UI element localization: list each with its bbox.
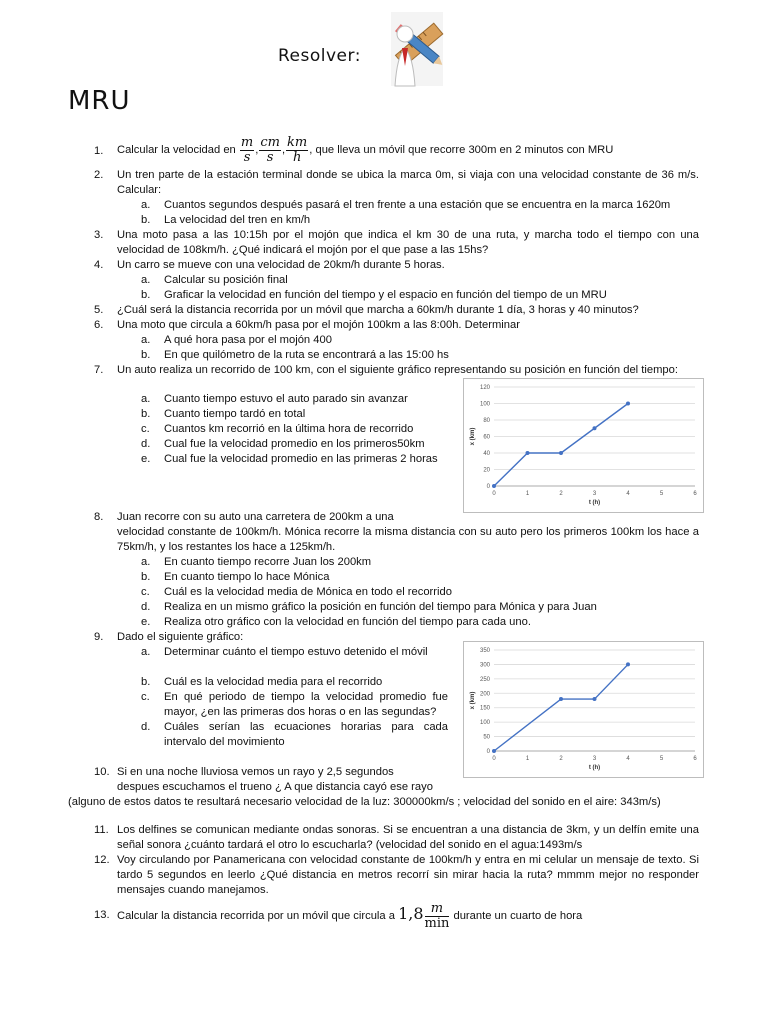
item-letter: b. xyxy=(141,349,151,361)
x-axis-label: t (h) xyxy=(588,765,601,771)
item-letter: a. xyxy=(141,393,151,405)
x-tick-label: 6 xyxy=(693,756,697,762)
question-number: 5. xyxy=(94,304,104,316)
question-10-line-1: Si en una noche lluviosa vemos un rayo y 2,5 segundos xyxy=(117,766,394,778)
question-10-note: (alguno de estos datos te resultará necesario velocidad de la luz: 300000km/s ; velocidad del sonido en el aire: 343m/s) xyxy=(68,796,661,808)
item-letter: d. xyxy=(141,721,151,733)
q8-item-d: Realiza en un mismo gráfico la posición en función del tiempo para Mónica y para Juan xyxy=(164,601,597,613)
q7-item-e: Cual fue la velocidad promedio en las primeras 2 horas xyxy=(164,453,438,465)
item-letter: b. xyxy=(141,408,151,420)
item-letter: c. xyxy=(141,586,150,598)
item-letter: a. xyxy=(141,274,151,286)
question-6: Una moto que circula a 60km/h pasa por el mojón 100km a las 8:00h. Determinar xyxy=(117,319,520,331)
q4-item-b: Graficar la velocidad en función del tiempo y el espacio en función del tiempo de un MRU xyxy=(164,289,607,301)
fraction-km-h: $\frac{km}{h}$ xyxy=(287,134,308,165)
data-point xyxy=(593,697,597,701)
y-tick-label: 200 xyxy=(479,691,490,698)
item-letter: c. xyxy=(141,691,150,703)
q2-item-a: Cuantos segundos después pasará el tren frente a una estación que se encuentra en la marca 1620m xyxy=(164,199,671,211)
x-tick-label: 0 xyxy=(492,491,496,497)
item-letter: d. xyxy=(141,601,151,613)
y-tick-label: 350 xyxy=(479,648,490,654)
item-letter: e. xyxy=(141,453,151,465)
data-point xyxy=(492,484,496,488)
fraction-m-min: $\frac{m}{\min}$ xyxy=(424,900,450,931)
data-point xyxy=(492,749,496,753)
question-11: Los delfines se comunican mediante ondas sonoras. Si se encuentran a una distancia de 3km, y un delfín emite una señal sonora ¿cuánto tardará el otro lo escucharla? (velocidad del sonido en el agua:1493m/s xyxy=(117,824,699,851)
ruler-pencil-clipart xyxy=(383,8,445,88)
question-number: 11. xyxy=(94,824,109,836)
q7-item-c: Cuantos km recorrió en la última hora de recorrido xyxy=(164,423,414,435)
y-tick-label: 60 xyxy=(483,434,490,441)
chart-position-time-2 xyxy=(463,641,704,778)
question-number: 8. xyxy=(94,511,104,523)
q7-item-d: Cual fue la velocidad promedio en los primeros50km xyxy=(164,438,425,450)
q4-item-a: Calcular su posición final xyxy=(164,274,288,286)
series-line xyxy=(494,404,628,487)
item-letter: b. xyxy=(141,214,151,226)
question-number: 6. xyxy=(94,319,104,331)
data-point xyxy=(593,426,597,430)
question-12: Voy circulando por Panamericana con velocidad constante de 100km/h y entra en mi celular un mensaje de texto. Si tardo 5 segundos en leerlo ¿Qué distancia en metros recorrí sin mirar hacia la ruta? mmmm mejor no responder mensajes cuando manejamos. xyxy=(117,854,699,896)
question-2: Un tren parte de la estación terminal donde se ubica la marca 0m, si viaja con una velocidad constante de 36 m/s. Calcular: xyxy=(117,169,699,196)
data-point xyxy=(626,402,630,406)
q9-item-c: En qué periodo de tiempo la velocidad promedio fue mayor, ¿en las primeras dos horas o en las segundas? xyxy=(164,691,448,718)
data-point xyxy=(559,451,563,455)
question-number: 12. xyxy=(94,854,110,866)
x-tick-label: 5 xyxy=(659,491,664,497)
item-letter: d. xyxy=(141,438,151,450)
question-9: Dado el siguiente gráfico: xyxy=(117,631,244,643)
y-tick-label: 250 xyxy=(479,676,490,683)
y-tick-label: 300 xyxy=(479,662,490,669)
item-letter: a. xyxy=(141,199,151,211)
section-title-mru: MRU xyxy=(68,86,131,116)
question-number: 2. xyxy=(94,169,104,181)
y-tick-label: 120 xyxy=(479,385,490,391)
y-tick-label: 0 xyxy=(486,749,490,755)
y-tick-label: 20 xyxy=(483,467,490,474)
q7-item-a: Cuanto tiempo estuvo el auto parado sin avanzar xyxy=(164,393,408,405)
question-8-line-1: Juan recorre con su auto una carretera de 200km a una xyxy=(117,511,394,523)
item-letter: b. xyxy=(141,289,151,301)
x-tick-label: 1 xyxy=(525,491,530,497)
q8-item-a: En cuanto tiempo recorre Juan los 200km xyxy=(164,556,372,568)
y-tick-label: 40 xyxy=(483,451,490,457)
x-tick-label: 3 xyxy=(592,491,597,497)
q8-item-c: Cuál es la velocidad media de Mónica en todo el recorrido xyxy=(164,586,452,598)
fraction-m-s: $\frac{m}{s}$ xyxy=(240,134,254,165)
q9-item-a: Determinar cuánto el tiempo estuvo detenido el móvil xyxy=(164,646,428,658)
question-number: 10. xyxy=(94,766,110,778)
item-letter: a. xyxy=(141,646,151,658)
x-tick-label: 0 xyxy=(492,756,496,762)
data-point xyxy=(626,662,630,666)
question-number: 4. xyxy=(94,259,104,271)
question-3: Una moto pasa a las 10:15h por el mojón que indica el km 30 de una ruta, y marcha todo el tiempo con una velocidad de 108km/h. ¿Qué indicará el mojón por el que pase a las 15hs? xyxy=(117,229,699,256)
x-tick-label: 6 xyxy=(693,491,697,497)
question-13 xyxy=(117,894,699,936)
q13-value: 1,8 xyxy=(398,904,424,923)
y-tick-label: 50 xyxy=(483,734,490,741)
question-5: ¿Cuál será la distancia recorrida por un móvil que marcha a 60km/h durante 1 día, 3 horas y 40 minutos? xyxy=(117,304,639,316)
question-number: 1. xyxy=(94,145,104,157)
x-tick-label: 3 xyxy=(592,756,597,762)
q13-pre: Calcular la distancia recorrida por un móvil que circula a xyxy=(117,910,395,922)
q9-item-d: Cuáles serían las ecuaciones horarias para cada intervalo del movimiento xyxy=(164,721,448,748)
question-8: velocidad constante de 100km/h. Mónica recorre la misma distancia con su auto pero los primeros 100km los hace a 75km/h, y los restantes los hace a 125km/h. xyxy=(117,526,699,553)
y-tick-label: 0 xyxy=(486,484,490,490)
question-7: Un auto realiza un recorrido de 100 km, con el siguiente gráfico representando su posición en función del tiempo: xyxy=(117,364,678,376)
question-1: Calcular la velocidad en $\frac{m}{s}$ , $\frac{cm}{s}$ , $\frac{km}{h}$ , que lleva un móvil que recorre 300m en 2 minutos con MRU xyxy=(117,134,614,165)
item-letter: b. xyxy=(141,571,151,583)
item-letter: a. xyxy=(141,556,151,568)
item-letter: a. xyxy=(141,334,151,346)
question-number: 3. xyxy=(94,229,104,241)
item-letter: c. xyxy=(141,423,150,435)
item-letter: b. xyxy=(141,676,151,688)
x-tick-label: 2 xyxy=(559,756,563,762)
y-tick-label: 150 xyxy=(479,705,490,712)
q6-item-b: En que quilómetro de la ruta se encontrará a las 15:00 hs xyxy=(164,349,449,361)
question-10-line-2: despues escuchamos el trueno ¿ A que distancia cayó ese rayo xyxy=(117,781,433,793)
fraction-cm-s: $\frac{cm}{s}$ xyxy=(260,134,280,165)
q9-item-b: Cuál es la velocidad media para el recorrido xyxy=(164,676,383,688)
x-tick-label: 5 xyxy=(659,756,664,762)
q1-post: , que lleva un móvil que recorre 300m en 2 minutos con MRU xyxy=(309,144,614,156)
y-axis-label: x (km) xyxy=(470,691,476,710)
q1-pre: Calcular la velocidad en xyxy=(117,144,236,156)
q2-item-b: La velocidad del tren en km/h xyxy=(164,214,311,226)
y-tick-label: 100 xyxy=(479,720,490,727)
q8-item-e: Realiza otro gráfico con la velocidad en función del tiempo para cada uno. xyxy=(164,616,531,628)
question-number: 9. xyxy=(94,631,104,643)
x-tick-label: 1 xyxy=(525,756,530,762)
page-title: Resolver: xyxy=(278,46,361,66)
q13-post: durante un cuarto de hora xyxy=(453,910,583,922)
item-letter: e. xyxy=(141,616,151,628)
data-point xyxy=(526,451,530,455)
y-axis-label: x (km) xyxy=(470,427,476,446)
y-tick-label: 100 xyxy=(479,401,490,408)
y-tick-label: 80 xyxy=(483,418,490,424)
chart-2-svg xyxy=(464,642,703,777)
chart-1-svg xyxy=(464,379,703,512)
question-number: 13. xyxy=(94,909,110,921)
q7-item-b: Cuanto tiempo tardó en total xyxy=(164,408,306,420)
data-point xyxy=(559,697,563,701)
chart-position-time-1 xyxy=(463,378,704,513)
x-axis-label: t (h) xyxy=(588,500,601,506)
x-tick-label: 4 xyxy=(626,756,630,762)
x-tick-label: 4 xyxy=(626,491,630,497)
x-tick-label: 2 xyxy=(559,491,563,497)
q8-item-b: En cuanto tiempo lo hace Mónica xyxy=(164,571,330,583)
question-number: 7. xyxy=(94,364,104,376)
question-4: Un carro se mueve con una velocidad de 20km/h durante 5 horas. xyxy=(117,259,445,271)
q6-item-a: A qué hora pasa por el mojón 400 xyxy=(164,334,332,346)
